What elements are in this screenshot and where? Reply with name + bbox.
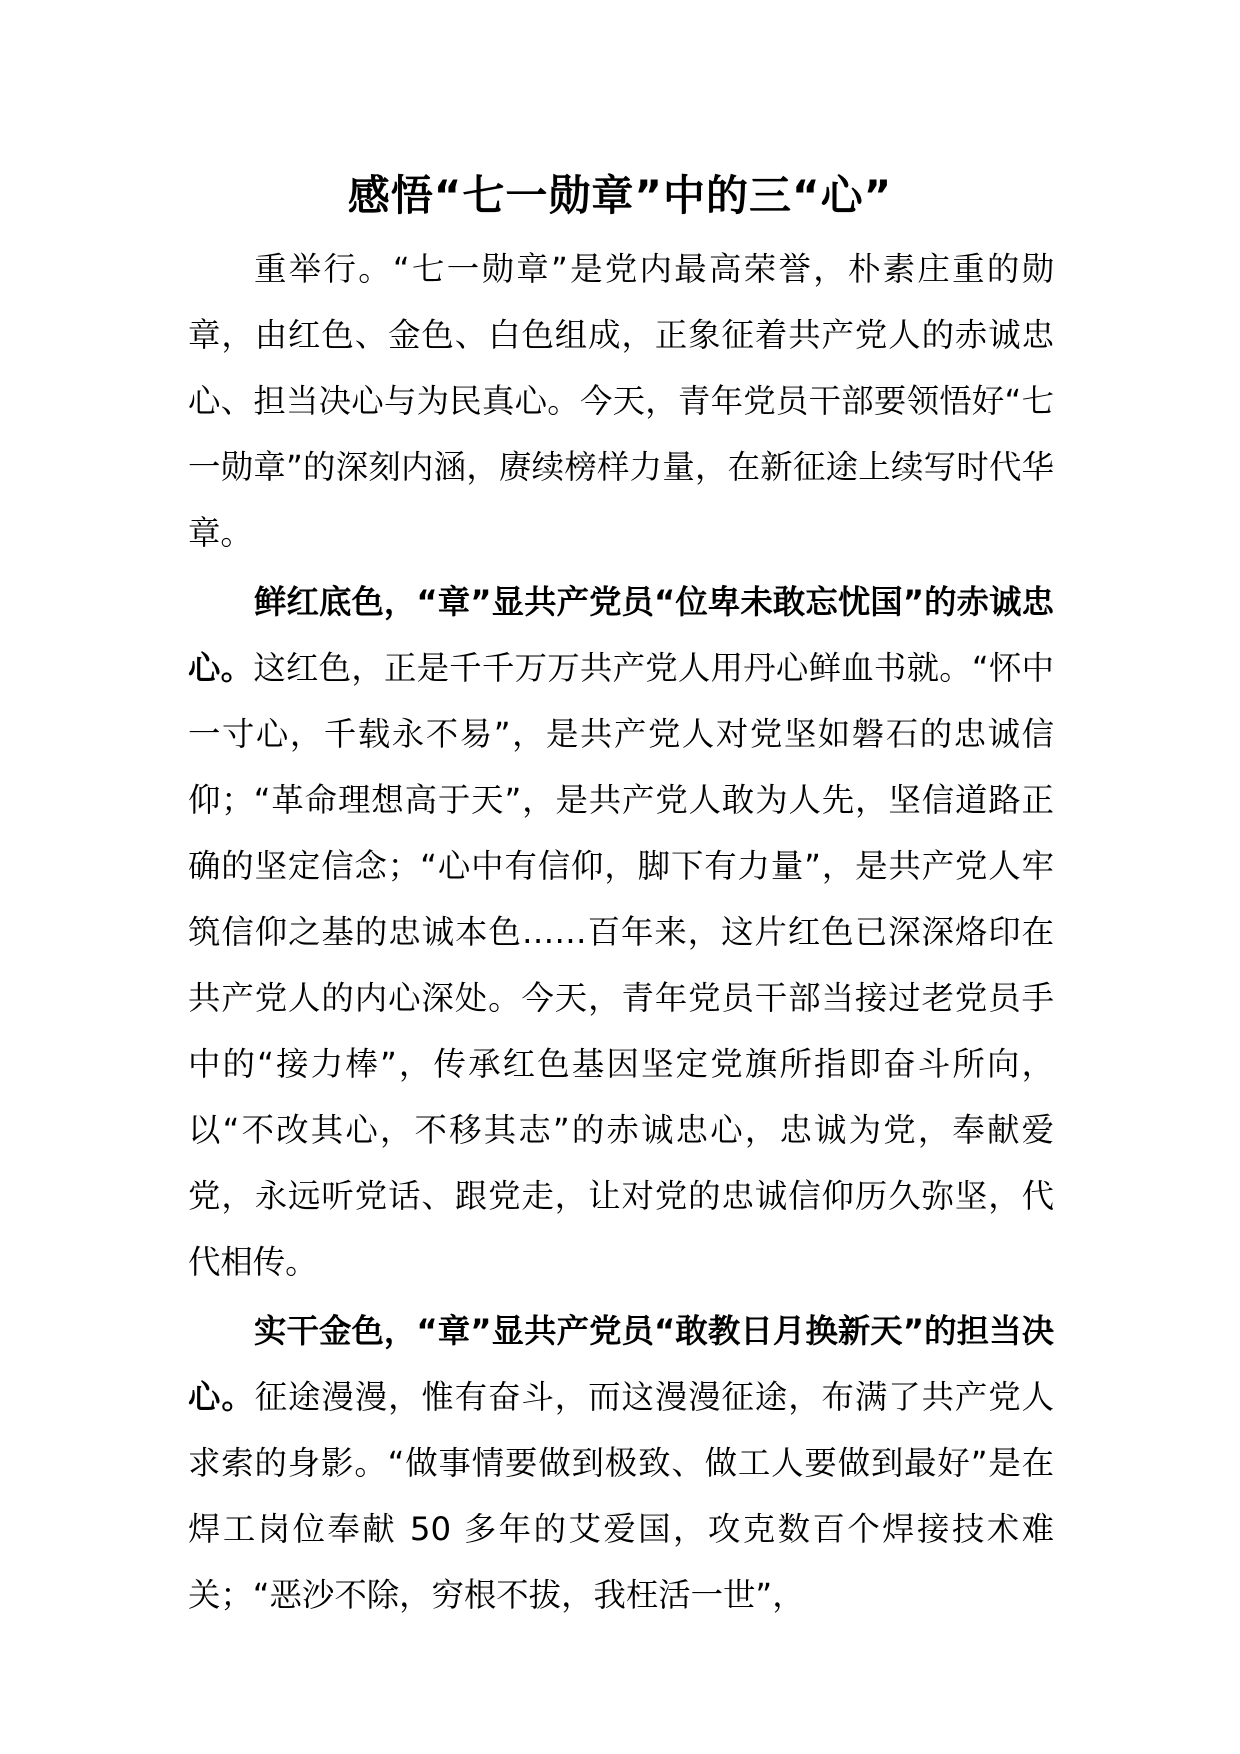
document-title: 感悟“七一勋章”中的三“心” (347, 171, 893, 220)
paragraph-text: 征途漫漫，惟有奋斗，而这漫漫征途，布满了共产党人求索的身影。“做事情要做到极致、做工人要做到最好”是在焊工岗位奉献 50 多年的艾爱国，攻克数百个焊接技术难关；“恶沙不除，穷根不拔，我枉活一世”， (188, 1378, 1055, 1614)
paragraph-lead: 实干金色，“章”显共产党员“敢教日月换新天”的担当决心。 (188, 1312, 1054, 1416)
paragraph-lead: 鲜红底色，“章”显共产党员“位卑未敢忘忧国”的赤诚忠心。 (188, 583, 1054, 687)
paragraph-gold (188, 1298, 1054, 1628)
paragraph-intro (188, 236, 1054, 566)
paragraph-text: 重举行。“七一勋章”是党内最高荣誉，朴素庄重的勋章，由红色、金色、白色组成，正象征着共产党人的赤诚忠心、担当决心与为民真心。今天，青年党员干部要领悟好“七一勋章”的深刻内涵，赓续榜样力量，在新征途上续写时代华章。 (188, 250, 1054, 552)
document-body (188, 236, 1054, 1631)
paragraph-text: 这红色，正是千千万万共产党人用丹心鲜血书就。“怀中一寸心，千载永不易”，是共产党人对党坚如磐石的忠诚信仰；“革命理想高于天”，是共产党人敢为人先，坚信道路正确的坚定信念；“心中有信仰，脚下有力量”，是共产党人牢筑信仰之基的忠诚本色……百年来，这片红色已深深烙印在共产党人的内心深处。今天，青年党员干部当接过老党员手中的“接力棒”，传承红色基因坚定党旗所指即奋斗所向，以“不改其心，不移其志”的赤诚忠心，忠诚为党，奉献爱党，永远听党话、跟党走，让对党的忠诚信仰历久弥坚，代代相传。 (188, 649, 1055, 1281)
paragraph-red (188, 569, 1054, 1295)
